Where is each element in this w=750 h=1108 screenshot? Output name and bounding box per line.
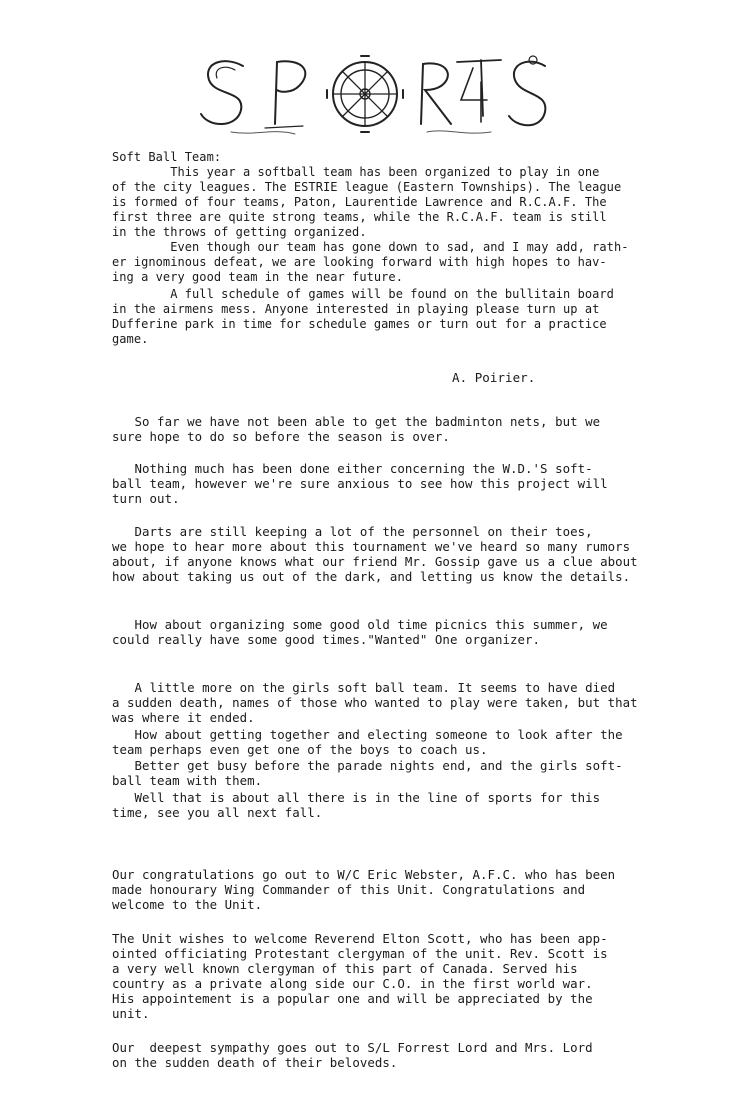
darts-line: Darts are still keeping a lot of the personnel on their toes, xyxy=(112,524,593,539)
girls-softball-line: Well that is about all there is in the line of sports for this xyxy=(112,790,601,805)
congratulations-line: Our congratulations go out to W/C Eric Webster, A.F.C. who has been xyxy=(112,867,616,882)
wds-softball-line: turn out. xyxy=(112,491,180,506)
girls-softball-line: How about getting together and electing someone to look after the xyxy=(112,727,623,742)
wds-softball-line: Nothing much has been done either concerning the W.D.'S soft- xyxy=(112,461,593,476)
girls-softball-line: a sudden death, names of those who wanted to play were taken, but that xyxy=(112,695,638,710)
girls-softball-line: Better get busy before the parade nights end, and the girls soft- xyxy=(112,758,623,773)
welcome-line: unit. xyxy=(112,1006,150,1021)
picnics-line: How about organizing some good old time picnics this summer, we xyxy=(112,617,608,632)
girls-softball-line: time, see you all next fall. xyxy=(112,805,323,820)
softball-line: of the city leagues. The ESTRIE league (Eastern Townships). The league xyxy=(112,180,622,194)
darts-line: about, if anyone knows what our friend Mr. Gossip gave us a clue about xyxy=(112,554,638,569)
badminton-line: sure hope to do so before the season is over. xyxy=(112,429,450,444)
welcome-line: The Unit wishes to welcome Reverend Elton Scott, who has been app- xyxy=(112,931,608,946)
softball-line: is formed of four teams, Paton, Laurentide Lawrence and R.C.A.F. The xyxy=(112,195,607,209)
girls-softball-line: team perhaps even get one of the boys to coach us. xyxy=(112,742,488,757)
darts-line: how about taking us out of the dark, and letting us know the details. xyxy=(112,569,631,584)
welcome-line: His appointement is a popular one and will be appreciated by the xyxy=(112,991,593,1006)
softball-line: er ignominous defeat, we are looking forward with high hopes to hav- xyxy=(112,255,607,269)
softball-line: game. xyxy=(112,332,149,346)
girls-softball-line: was where it ended. xyxy=(112,710,255,725)
congratulations-line: welcome to the Unit. xyxy=(112,897,263,912)
congratulations-line: made honourary Wing Commander of this Unit. Congratulations and xyxy=(112,882,586,897)
masthead-logo xyxy=(195,52,555,138)
welcome-line: ointed officiating Protestant clergyman of the unit. Rev. Scott is xyxy=(112,946,608,961)
softball-line: in the airmens mess. Anyone interested in playing please turn up at xyxy=(112,302,600,316)
sympathy-line: Our deepest sympathy goes out to S/L Forrest Lord and Mrs. Lord xyxy=(112,1040,593,1055)
softball-line: A full schedule of games will be found on the bullitain board xyxy=(112,287,614,301)
badminton-line: So far we have not been able to get the badminton nets, but we xyxy=(112,414,601,429)
picnics-line: could really have some good times."Wanted" One organizer. xyxy=(112,632,541,647)
softball-line: This year a softball team has been organized to play in one xyxy=(112,165,600,179)
softball-signature: A. Poirier. xyxy=(452,370,536,385)
softball-line: Dufferine park in time for schedule games or turn out for a practice xyxy=(112,317,607,331)
softball-line: in the throws of getting organized. xyxy=(112,225,367,239)
softball-line: Even though our team has gone down to sad, and I may add, rath- xyxy=(112,240,629,254)
girls-softball-line: A little more on the girls soft ball team. It seems to have died xyxy=(112,680,616,695)
sports-masthead xyxy=(195,52,555,138)
girls-softball-line: ball team with them. xyxy=(112,773,263,788)
wds-softball-line: ball team, however we're sure anxious to see how this project will xyxy=(112,476,608,491)
sympathy-line: on the sudden death of their beloveds. xyxy=(112,1055,398,1070)
darts-line: we hope to hear more about this tournament we've heard so many rumors xyxy=(112,539,631,554)
softball-line: ing a very good team in the near future. xyxy=(112,270,403,284)
welcome-line: country as a private along side our C.O. in the first world war. xyxy=(112,976,593,991)
softball-line: first three are quite strong teams, while the R.C.A.F. team is still xyxy=(112,210,607,224)
softball-heading: Soft Ball Team: xyxy=(112,150,222,164)
welcome-line: a very well known clergyman of this part of Canada. Served his xyxy=(112,961,578,976)
